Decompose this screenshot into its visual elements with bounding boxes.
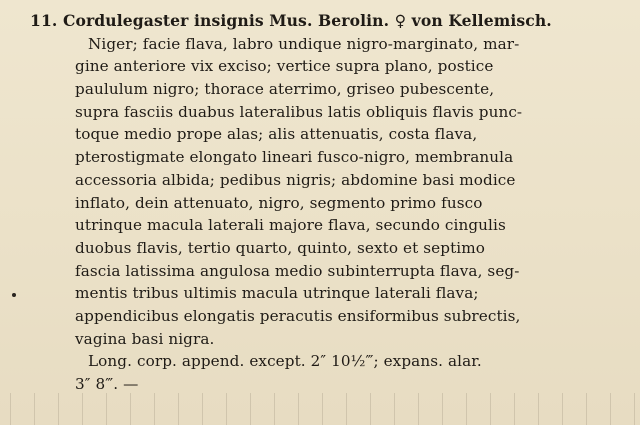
show-through-text bbox=[0, 393, 640, 425]
description-line-8: inflato, dein attenuato, nigro, segmento primo fusco bbox=[75, 193, 483, 212]
description-line-2: gine anteriore vix exciso; vertice supra plano, postice bbox=[75, 57, 494, 76]
description-line-12: mentis tribus ultimis macula utrinque laterali flava; bbox=[75, 284, 479, 303]
species-heading: 11. Cordulegaster insignis Mus. Berolin. ♀ von Kellemisch. bbox=[30, 11, 552, 30]
description-line-1: Niger; facie flava, labro undique nigro-marginato, mar- bbox=[88, 34, 520, 53]
species-entry bbox=[30, 10, 630, 396]
description-line-13: appendicibus elongatis peracutis ensiformibus subrectis, bbox=[75, 306, 521, 325]
description-line-7: accessoria albida; pedibus nigris; abdomine basi modice bbox=[75, 170, 516, 189]
description-line-5: toque medio prope alas; alis attenuatis, costa flava, bbox=[75, 125, 478, 144]
description-line-3: paululum nigro; thorace aterrimo, griseo pubescente, bbox=[75, 80, 495, 99]
description-line-9: utrinque macula laterali majore flava, secundo cingulis bbox=[75, 216, 506, 235]
description-line-10: duobus flavis, tertio quarto, quinto, sexto et septimo bbox=[75, 238, 485, 257]
description-line-4: supra fasciis duabus lateralibus latis obliquis flavis punc- bbox=[75, 102, 523, 121]
measurement-line-2: 3″ 8‴. — bbox=[75, 375, 139, 393]
margin-dot bbox=[12, 293, 16, 297]
description-line-14: vagina basi nigra. bbox=[75, 329, 215, 348]
measurement-line-1: Long. corp. append. except. 2″ 10½‴; expans. alar. bbox=[88, 352, 482, 371]
description-line-6: pterostigmate elongato lineari fusco-nigro, membranula bbox=[75, 148, 514, 167]
description-line-11: fascia latissima angulosa medio subinterrupta flava, seg- bbox=[75, 261, 520, 280]
